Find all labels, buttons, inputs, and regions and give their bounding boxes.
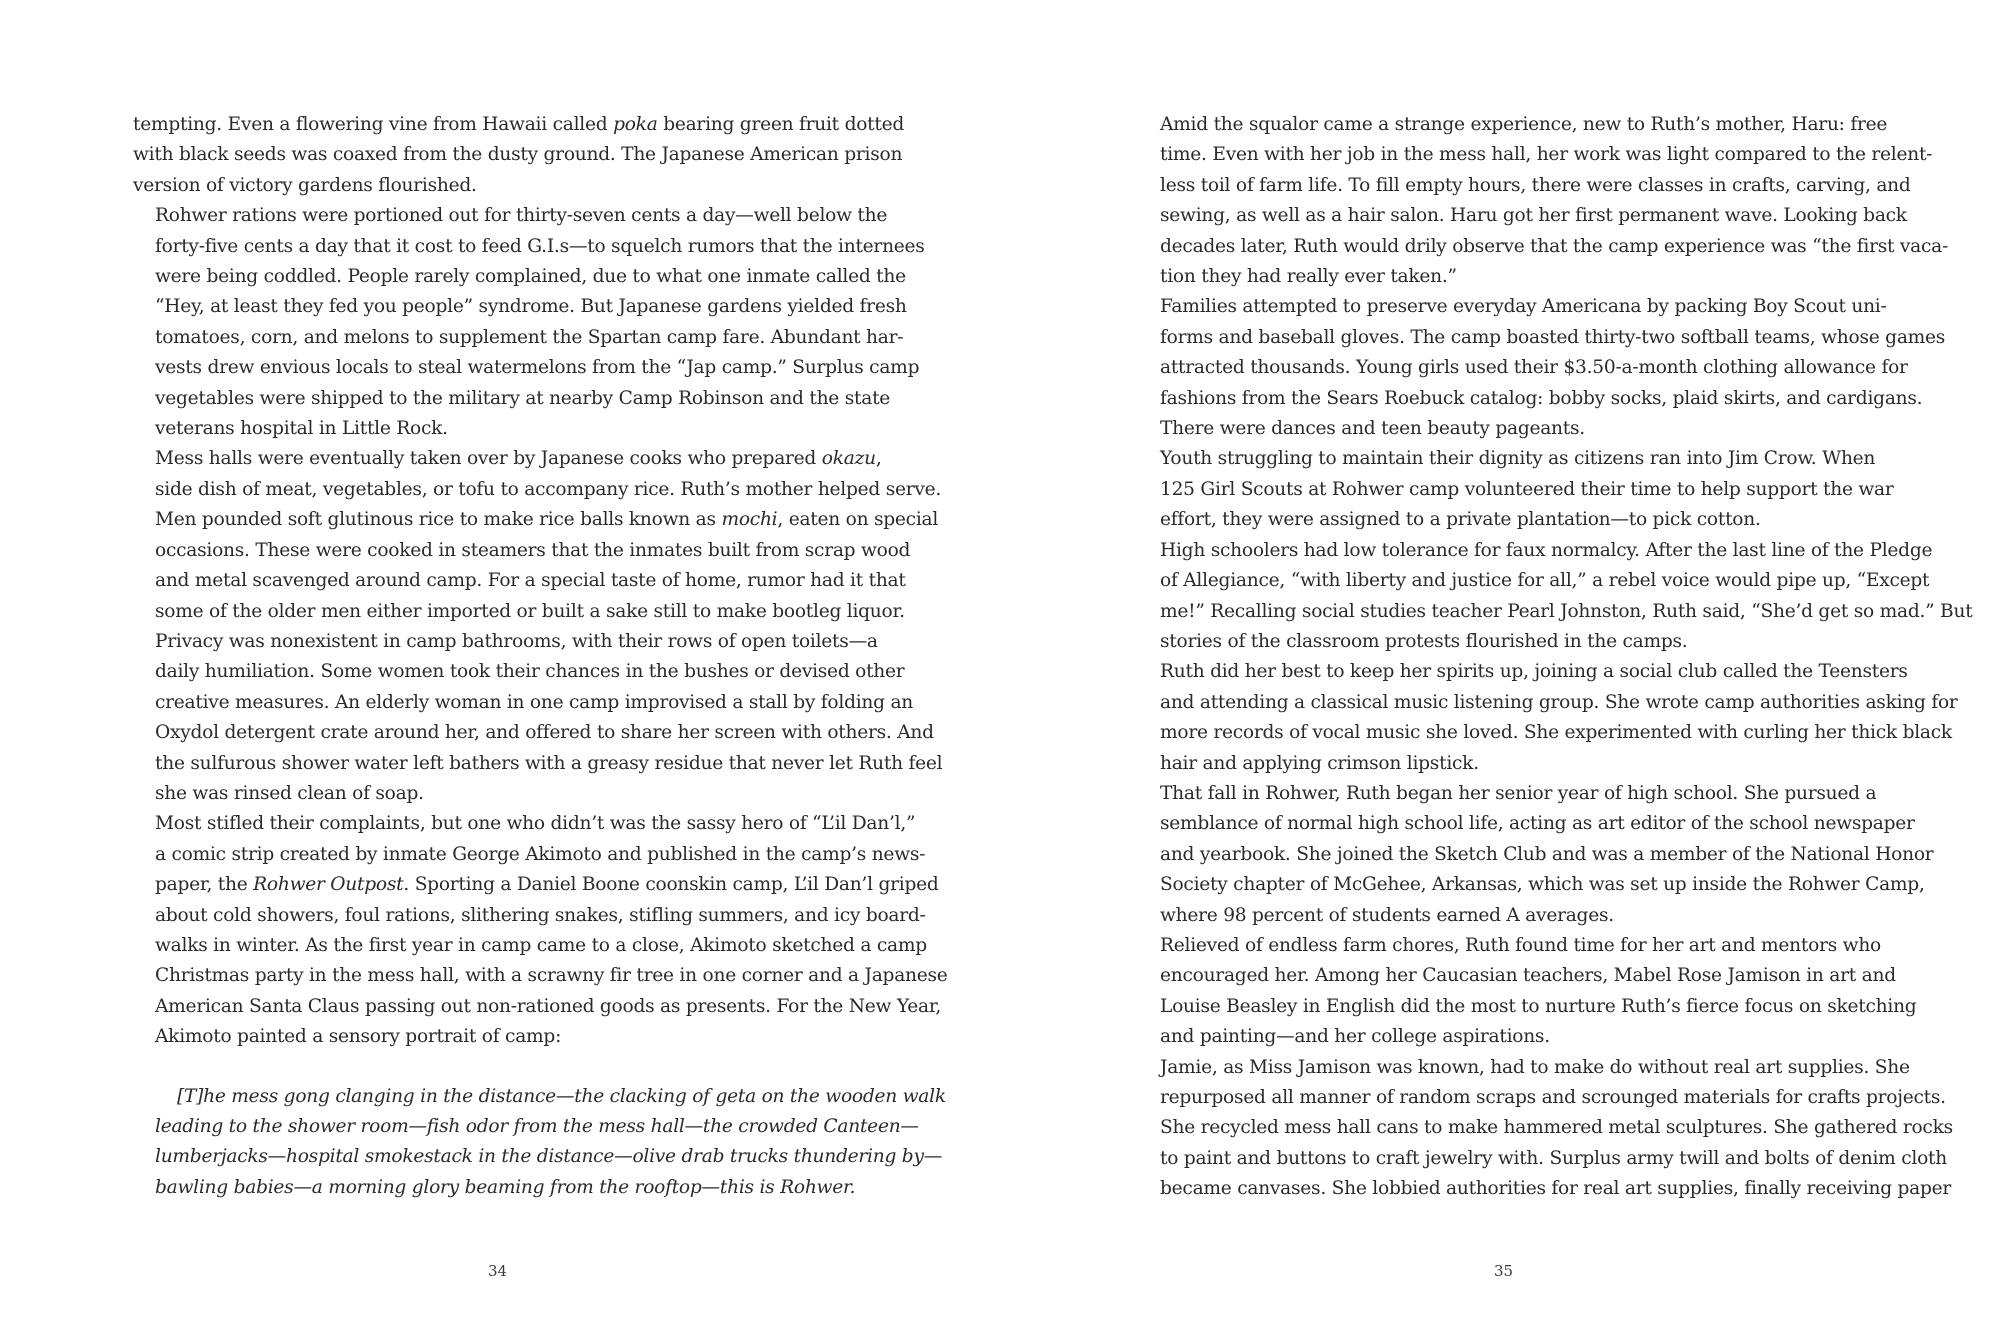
right-page: [1000, 0, 2000, 1333]
paragraph: Rohwer rations were portioned out for thirty-seven cents a day—well below the forty-five cents a day that it cost to feed G.I.s—to squelch rumors that the internees were being coddled. People rarely complained, due to what one inmate called the “Hey, at least they fed you people” syndrome. But Japanese gardens yielded fresh tomatoes, corn, and melons to supplement the Spartan camp fare. Abundant har- vests drew envious locals to steal watermelons from the “Jap camp.” Surplus camp vegetables were shipped to the military at nearby Camp Robinson and the state veterans hospital in Little Rock.: [155, 205, 925, 440]
paragraph: Relieved of endless farm chores, Ruth found time for her art and mentors who encouraged her. Among her Caucasian teachers, Mabel Rose Jamison in art and Louise Beasley in English did the most to nurture Ruth’s fierce focus on sketching and painting—and her college aspirations.: [1160, 934, 1917, 1048]
block-quote: [T]he mess gong clanging in the distance—the clacking of geta on the wooden walk leading to the shower room—fish odor from the mess hall—the crowded Canteen— lumberjacks—hospital smokestack in the distance—olive drab trucks thundering by— bawling babies—a morning glory beaming from the rooftop—this is Rohwer.: [155, 1085, 946, 1198]
paragraph: Amid the squalor came a strange experience, new to Ruth’s mother, Haru: free time. Even with her job in the mess hall, her work was light compared to the relent- less toil of farm life. To fill empty hours, there were classes in crafts, carving, and sewing, as well as a hair salon. Haru got her first permanent wave. Looking back decades later, Ruth would drily observe that the camp experience was “the first vaca- tion they had really ever taken.”: [1160, 114, 1949, 288]
left-page-text: [133, 110, 948, 1203]
paragraph: High schoolers had low tolerance for faux normalcy. After the last line of the Pledge of Allegiance, “with liberty and justice for all,” a rebel voice would pipe up, “Except me!” Recalling social studies teacher Pearl Johnston, Ruth said, “She’d get so mad.” But stories of the classroom protests flourished in the camps.: [1160, 539, 1973, 652]
page-number: 35: [1494, 1262, 1514, 1280]
paragraph: Privacy was nonexistent in camp bathrooms, with their rows of open toilets—a daily humiliation. Some women took their chances in the bushes or devised other creative measures. An elderly woman in one camp improvised a stall by folding an Oxydol detergent crate around her, and offered to share her screen with others. And the sulfurous shower water left bathers with a greasy residue that never let Ruth feel she was rinsed clean of soap.: [155, 630, 943, 804]
paragraph: tempting. Even a flowering vine from Hawaii called poka bearing green fruit dotted with black seeds was coaxed from the dusty ground. The Japanese American prison version of victory gardens flourished.: [133, 114, 905, 196]
paragraph: Ruth did her best to keep her spirits up, joining a social club called the Teensters and attending a classical music listening group. She wrote camp authorities asking for more records of vocal music she loved. She experimented with curling her thick black hair and applying crimson lipstick.: [1160, 661, 1958, 774]
paragraph: Jamie, as Miss Jamison was known, had to make do without real art supplies. She repurposed all manner of random scraps and scrounged materials for crafts projects. She recycled mess hall cans to make hammered metal sculptures. She gathered rocks to paint and buttons to craft jewelry with. Surplus army twill and bolts of denim cloth became canvases. She lobbied authorities for real art supplies, finally receiving paper: [1160, 1056, 1953, 1200]
page-number: 34: [488, 1262, 508, 1280]
paragraph: Most stifled their complaints, but one who didn’t was the sassy hero of “L’il Dan’l,” a comic strip created by inmate George Akimoto and published in the camp’s news- paper, the Rohwer Outpost. Sporting a Daniel Boone coonskin camp, L’il Dan’l griped about cold showers, foul rations, slithering snakes, stifling summers, and icy board- walks in winter. As the first year in camp came to a close, Akimoto sketched a camp Christmas party in the mess hall, with a scrawny fir tree in one corner and a Japanese American Santa Claus passing out non-rationed goods as presents. For the New Year, Akimoto painted a sensory portrait of camp:: [155, 813, 948, 1048]
paragraph: That fall in Rohwer, Ruth began her senior year of high school. She pursued a semblance of normal high school life, acting as art editor of the school newspaper and yearbook. She joined the Sketch Club and was a member of the National Honor Society chapter of McGehee, Arkansas, which was set up inside the Rohwer Camp, where 98 percent of students earned A averages.: [1160, 782, 1934, 926]
paragraph: Mess halls were eventually taken over by Japanese cooks who prepared okazu, side dish of meat, vegetables, or tofu to accompany rice. Ruth’s mother helped serve. Men pounded soft glutinous rice to make rice balls known as mochi, eaten on special occasions. These were cooked in steamers that the inmates built from scrap wood and metal scavenged around camp. For a special taste of home, rumor had it that some of the older men either imported or built a sake still to make bootleg liquor.: [155, 448, 942, 622]
paragraph: Youth struggling to maintain their dignity as citizens ran into Jim Crow. When 125 Girl Scouts at Rohwer camp volunteered their time to help support the war effort, they were assigned to a private plantation—to pick cotton.: [1160, 448, 1894, 531]
right-page-text: [1138, 110, 1973, 1205]
paragraph: Families attempted to preserve everyday Americana by packing Boy Scout uni- forms and baseball gloves. The camp boasted thirty-two softball teams, whose games attracted thousands. Young girls used their $3.50-a-month clothing allowance for fashions from the Sears Roebuck catalog: bobby socks, plaid skirts, and cardigans. There were dances and teen beauty pageants.: [1160, 296, 1946, 440]
